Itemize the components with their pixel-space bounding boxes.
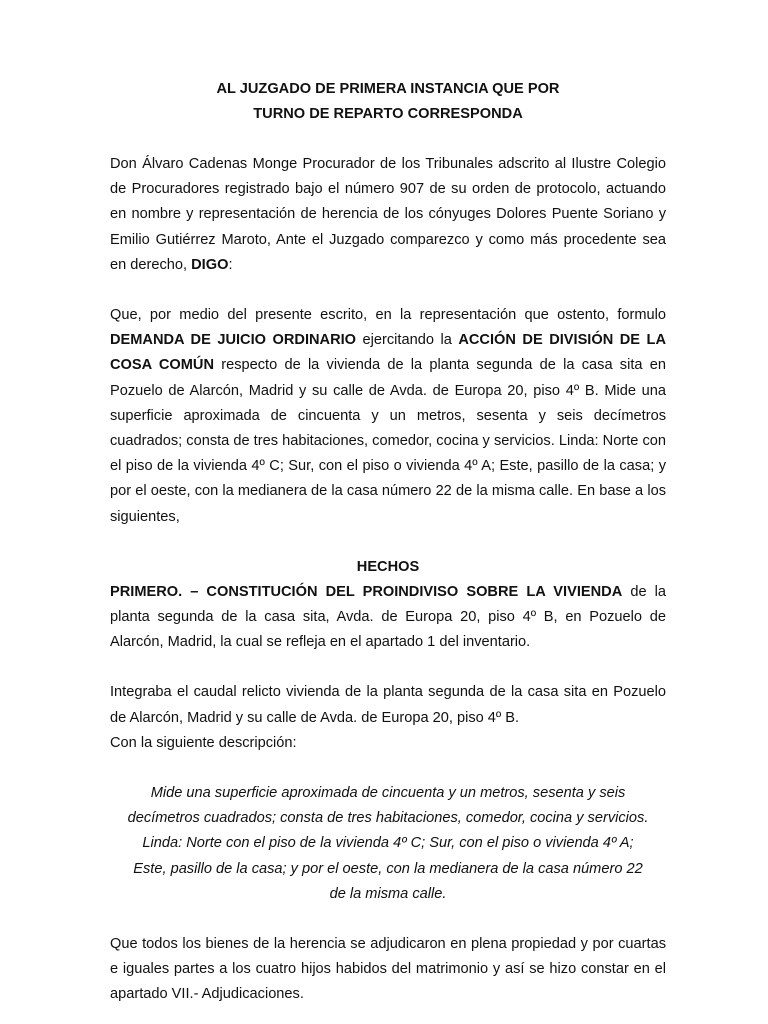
document-title-line-2: TURNO DE REPARTO CORRESPONDA — [253, 106, 523, 122]
spacer — [110, 907, 666, 932]
quote-line-2: decímetros cuadrados; consta de tres habitaciones, comedor, cocina y servicios. — [127, 810, 649, 827]
intro-text: Don Álvaro Cadenas Monge Procurador de los Tribunales adscrito al Ilustre Colegio de Procuradores registrado bajo el número 907 de su orden de protocolo, actuando en nombre y representación de herencia de los cónyuges Dolores Puente Soriano y Emilio Gutiérrez Maroto, Ante el Juzgado comparezco y como más procedente sea en derecho, — [110, 156, 666, 273]
document-page — [110, 77, 666, 1008]
quoted-description — [110, 781, 666, 907]
intro-digo: DIGO — [191, 256, 229, 273]
spacer — [110, 655, 666, 680]
demand-text-e: respecto de la vivienda de la planta segunda de la casa sita en Pozuelo de Alarcón, Madrid y su calle de Avda. de Europa 20, piso 4º B. Mide una superficie aproximada de cincuenta y un metros, sesenta y seis decímetros cuadrados; consta de tres habitaciones, comedor, cocina y servicios. Linda: Norte con el piso de la vivienda 4º C; Sur, con el piso o vivienda 4º A; Este, pasillo de la casa; y por el oeste, con la medianera de la casa número 22 de la misma calle. En base a los siguientes, — [110, 357, 666, 525]
quote-line-3: Linda: Norte con el piso de la vivienda 4º C; Sur, con el piso o vivienda 4º A; — [142, 835, 634, 852]
quote-line-4: Este, pasillo de la casa; y por el oeste, con la medianera de la casa número 22 — [133, 860, 643, 877]
quote-line-1: Mide una superficie aproximada de cincuenta y un metros, sesenta y seis — [150, 785, 626, 802]
primero-title: PRIMERO. – CONSTITUCIÓN DEL PROINDIVISO SOBRE LA VIVIENDA — [110, 583, 623, 600]
intro-paragraph — [110, 152, 666, 278]
spacer — [110, 756, 666, 781]
caudal-paragraph: Integraba el caudal relicto vivienda de la planta segunda de la casa sita en Pozuelo de Alarcón, Madrid y su calle de Avda. de Europa 20, piso 4º B. — [110, 684, 666, 726]
demand-action: ACCIÓN DE DIVISIÓN DE LA COSA COMÚN — [110, 332, 667, 374]
intro-end: : — [228, 256, 233, 273]
demand-text-a: Que, por medio del presente escrito, en la representación que ostento, formulo — [110, 307, 666, 324]
hechos-heading: HECHOS — [356, 558, 420, 575]
demand-paragraph — [110, 303, 666, 530]
document-title-line-1: AL JUZGADO DE PRIMERA INSTANCIA QUE POR — [216, 81, 560, 97]
spacer — [110, 278, 666, 303]
descripcion-line: Con la siguiente descripción: — [110, 734, 297, 751]
adjudicacion-paragraph: Que todos los bienes de la herencia se adjudicaron en plena propiedad y por cuartas e iguales partes a los cuatro hijos habidos del matrimonio y así se hizo constar en el apartado VII.- Adjudicaciones. — [110, 936, 666, 1003]
primero-paragraph — [110, 580, 666, 656]
quote-line-5: de la misma calle. — [329, 885, 447, 902]
demand-type: DEMANDA DE JUICIO ORDINARIO — [110, 332, 357, 349]
demand-text-c: ejercitando la — [356, 332, 459, 349]
spacer — [110, 530, 666, 555]
spacer — [110, 127, 666, 152]
primero-text: de la planta segunda de la casa sita, Avda. de Europa 20, piso 4º B, en Pozuelo de Alarcón, Madrid, la cual se refleja en el apartado 1 del inventario. — [110, 583, 666, 651]
